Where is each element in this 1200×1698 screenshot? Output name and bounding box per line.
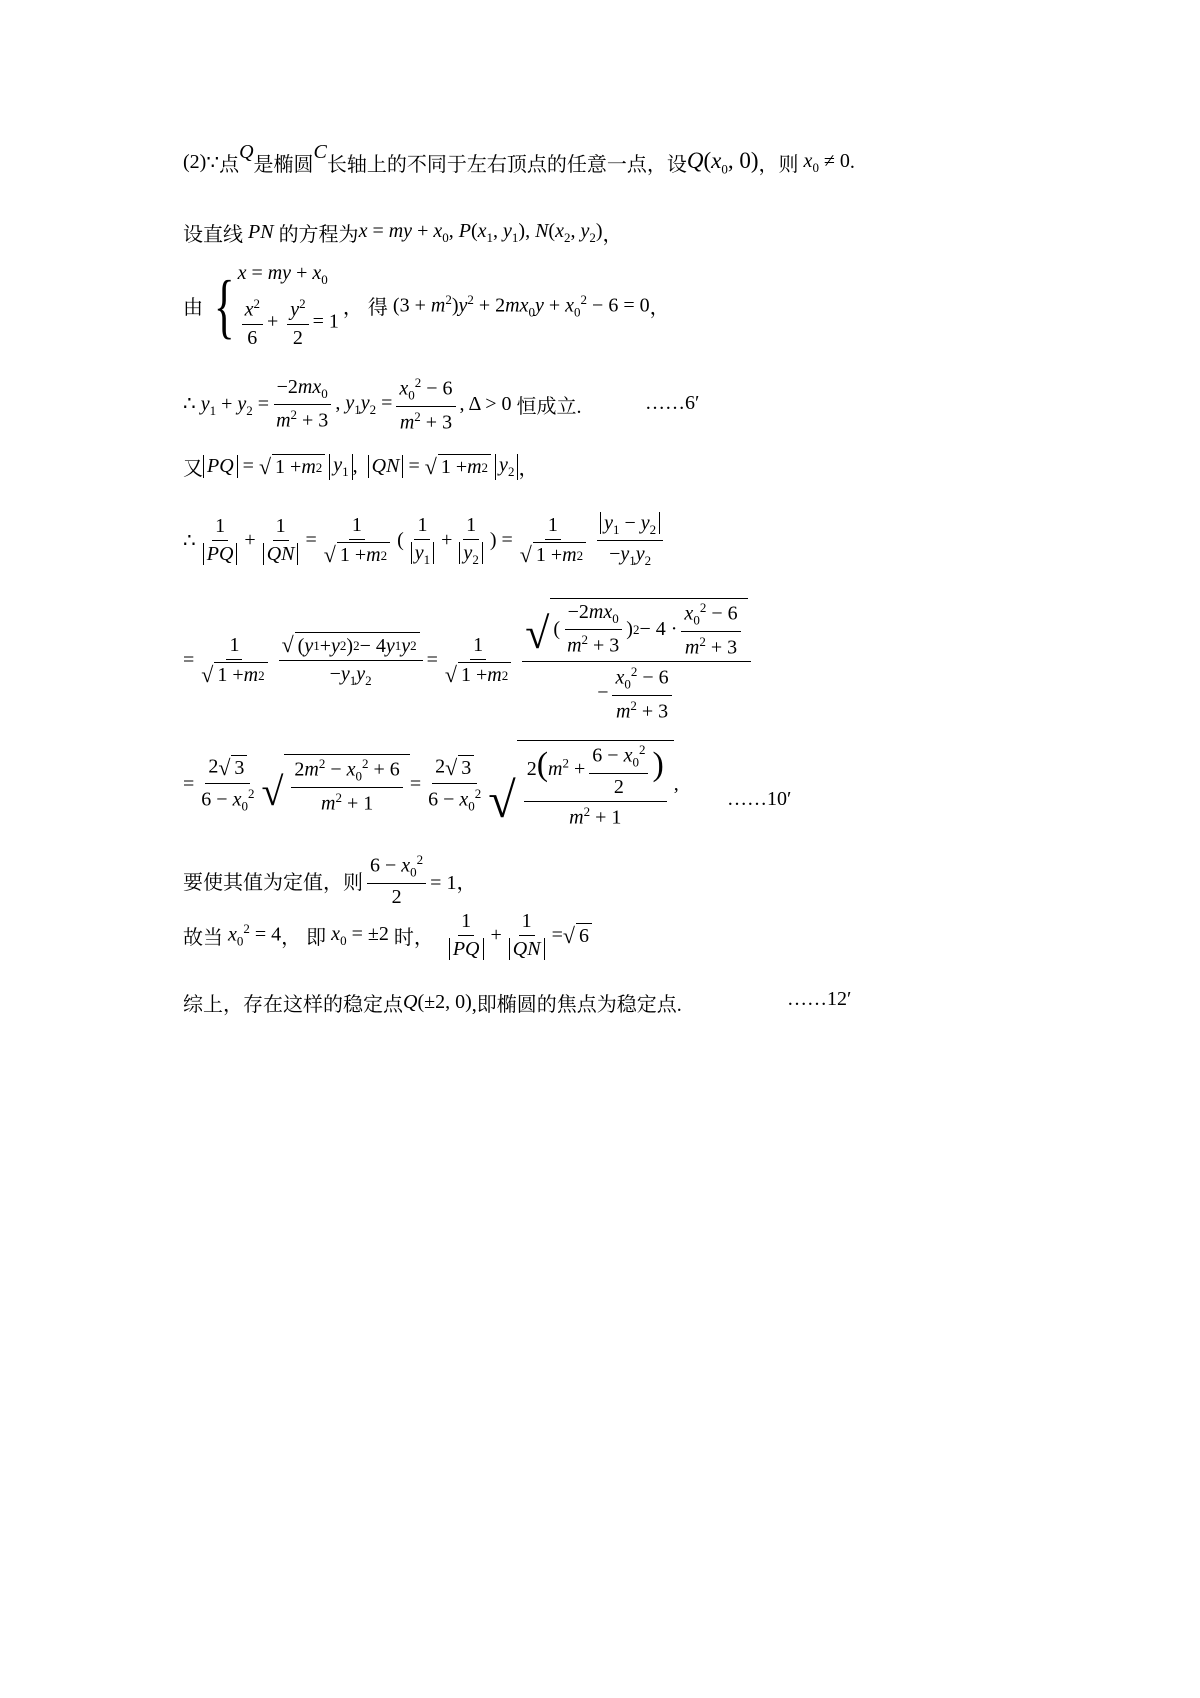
text: ， 得 [342, 297, 388, 320]
text: 是椭圆 [253, 154, 314, 177]
part-label: (2) [183, 151, 207, 174]
text: 故当 [183, 927, 223, 949]
score-6: ……6′ [645, 392, 700, 414]
text: ， 即 [281, 927, 327, 949]
line-3: 由 { x = my + $x_0$ $\frac{x^2}{6}$ + $\frac{y^2}{2}$ = 1 ， 得 $(3 + m^2)y^2 + 2mx_0y + x_0^2 - 6 = 0$ ， [183, 262, 670, 349]
line-11: 综上，存在这样的稳定点 Q(±2, 0) ,即椭圆的焦点为稳定点. [183, 988, 682, 1017]
text: 长轴上的不同于左右顶点的任意一点，设 [326, 154, 687, 177]
text: ,即椭圆的焦点为稳定点. [471, 994, 682, 1016]
score-12: ……12′ [787, 988, 852, 1010]
line-5: 又 PQ = √ 1 + m 2 $y_1$ , QN = √ 1 + m 2 $y_2$ ， [183, 453, 539, 480]
text: 又 [183, 458, 203, 480]
text: ， [602, 224, 623, 246]
text: 设直线 [183, 224, 243, 246]
line-6: ∴ $\frac{1}{PQ}$ + $\frac{1}{QN}$ = 1 √ 1 + m 2 ( $\frac{1}{y_1}$ + $\frac{1}{y_2}$ ) = 1 √ 1 + m 2 $\frac{y_1 - y_2}{-y_1y_2}$ [183, 512, 667, 569]
line-1: (2) ∵ 点 Q 是椭圆 C 长轴上的不同于左右顶点的任意一点，设 $Q(x_0$, 0) ，则 $x_0 \ne 0$ . [183, 141, 855, 177]
line-10: 故当 $x_0^2 = 4$ ， 即 $x_0 = \pm 2$ 时， $\frac{1}{PQ}$ + $\frac{1}{QN}$ = √ 6 [183, 910, 592, 961]
text: 恒成立. [516, 396, 582, 419]
score-10: ……10′ [727, 788, 792, 810]
line-8: = 2 √ 3 $6 - x_0^2$ √ $\frac{2m^2 - x_0^2 + 6}{m^2 + 1}$ = 2 √ 3 $6 - x_0^2$ √ $2(m^2$ + $\frac{6 - x_0^2}{2}$ ) $m^2 + 1$ , [183, 742, 679, 829]
text: 点 [219, 154, 240, 177]
equation-system: { x = my + $x_0$ $\frac{x^2}{6}$ + $\frac{y^2}{2}$ = 1 [213, 262, 339, 349]
line-2: 设直线 PN 的方程为 x = my + $x_0$, $P(x_1$, $y_1$), $N(x_2$, $y_2$) ， [183, 219, 623, 246]
because-symbol: ∵ [206, 152, 220, 175]
line-4: ∴ $y_1 + y_2$ = $\frac{-2mx_0}{m^2 + 3}$ , $y_1y_2$ = $\frac{x_0^2 - 6}{m^2 + 3}$ , Δ > 0 恒成立. [183, 375, 582, 434]
text: 综上，存在这样的稳定点 [183, 994, 403, 1016]
text: 的方程为 [278, 224, 359, 246]
text: ， [649, 297, 670, 320]
text: 要使其值为定值，则 [183, 871, 363, 894]
text: 由 [183, 297, 203, 320]
text: . [849, 151, 855, 174]
text: ，则 [758, 154, 799, 177]
line-9: 要使其值为定值，则 $\frac{6 - x_0^2}{2}$ = 1， [183, 852, 477, 908]
text: 时， [393, 927, 434, 949]
line-7: = 1 √ 1 + m 2 √ ( y 1 + y 2 ) 2 − 4 y 1 y 2 $-y_1y_2$ = 1 √ 1 + m 2 √ ( $\frac{-2mx_0}{m^2 + 3}$ ) 2 − 4 · $\frac{x_0^2 - 6}{m^2 + 3}$ − $\frac{x_0^2 - 6}{m^2 + 3}$ [183, 598, 755, 724]
text: ， [518, 458, 539, 480]
